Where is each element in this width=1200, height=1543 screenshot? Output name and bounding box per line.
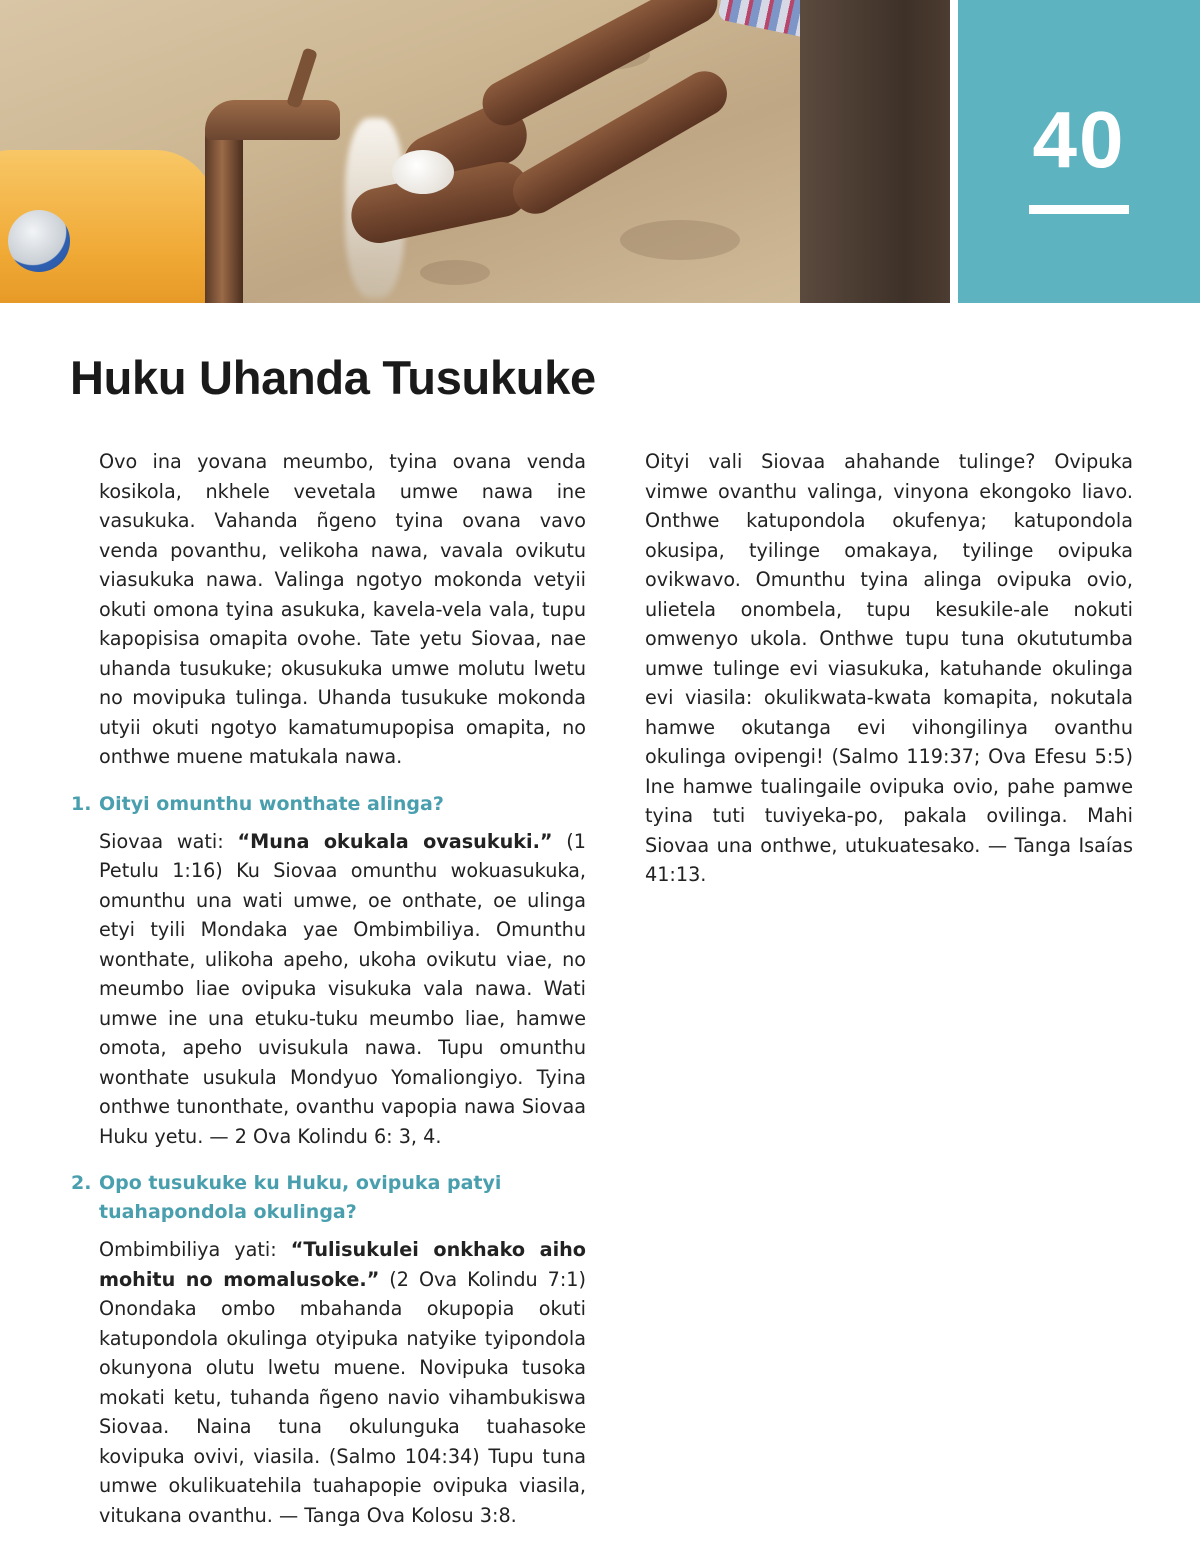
tap-spout [205, 100, 340, 140]
answer-body: (1 Petulu 1:16) Ku Siovaa omunthu wokuasukuka, omunthu una wati umwe, oe onthate, oe ulinga etyi tyili Mondaka yae Ombimbiliya. Omunthu wonthate, ulikoha apeho, ukoha ovikutu viae, no meumbo liae ovipuka visukuka vala nawa. Wati umwe ine una etuku-tuku meumbo liae, hamwe omota, apeho uvisukula nawa. Tupu omunthu wonthate usukula Mondyuo Yomaliongiyo. Tyina onthwe tunonthate, ovanthu vapopia nawa Siovaa Huku yetu. — 2 Ova Kolindu 6: 3, 4. [99, 829, 586, 1148]
soap-bar [392, 150, 454, 194]
question-number: 1. [71, 792, 92, 815]
page-title: Huku Uhanda Tusukuke [70, 351, 596, 404]
question-text: Oityi omunthu wonthate alinga? [99, 792, 444, 815]
badge-underline [1029, 205, 1129, 214]
ground-stone [620, 220, 740, 260]
answer-2-continued: Oityi vali Siovaa ahahande tulinge? Ovipuka vimwe ovanthu valinga, vinyona ekongoko liavo. Onthwe katupondola okufenya; katupondola okusipa, tyilinge omakaya, tyilinge ovipuka ovikwavo. Omunthu tyina alinga ovipuka ovio, ulietela onombela, tupu kesukile-ale nokuti omwenyo ukola. Onthwe tupu tuna okututumba umwe tulinge evi viasukuka, katuhande okulinga evi viasila: okulikwata-kwata komapita, nokutala hamwe okutanga evi vihongilinya ovanthu okulinga ovipengi! (Salmo 119:37; Ova Efesu 5:5) Ine hamwe tualingaile ovipuka ovio, pahe pamwe tyina tuti tuviyeka-po, pakala ovilinga. Mahi Siovaa una onthwe, utukuatesako. — Tanga Isaías 41:13. [645, 450, 1133, 886]
answer-body: (2 Ova Kolindu 7:1) Onondaka ombo mbahanda okupopia okuti katupondola okulinga otyipuka natyike tyipondola okunyona olutu lwetu muene. Novipuka tusoka mokati ketu, tuhanda ñgeno navio vihambukiswa Siovaa. Naina tuna okulunguka tuahasoke kovipuka ovivi, viasila. (Salmo 104:34) Tupu tuna umwe okulikuatehila tuahapopie ovipuka viasila, vitukana ovanthu. — Tanga Ova Kolosu 3:8. [99, 1267, 587, 1527]
jerrycan-cap [8, 210, 70, 272]
water-pipe [205, 130, 243, 303]
scripture-quote: “Muna okukala ovasukuki.” [237, 829, 553, 853]
question-2 [71, 1169, 586, 1227]
trousers [800, 0, 950, 303]
answer-lead: Siovaa wati: [99, 829, 238, 853]
intro-paragraph: Ovo ina yovana meumbo, tyina ovana venda kosikola, nkhele vevetala umwe nawa ine vasukuka. Vahanda ñgeno tyina ovana vavo venda povanthu, velikoha nawa, vavala ovikutu viasukuka nawa. Valinga ngotyo mokonda vetyii okuti omona tyina asukuka, kavela-vela vala, tupu kapopisisa omapita ovohe. Tate yetu Siovaa, nae uhanda tusukuke; okusukuka umwe molutu lwetu no movipuka tulinga. Uhanda tusukuke mokonda utyii okuti ngotyo kamatumupopisa omapita, no onthwe muene matukala nawa. [99, 450, 586, 768]
left-column [71, 447, 587, 1542]
scripture-quote: “Tulisukulei onkhako aiho mohitu no momalusoke.” [99, 1238, 586, 1291]
question-number: 2. [71, 1172, 92, 1194]
hero-image [0, 0, 950, 303]
question-1 [71, 790, 586, 819]
answer-2-paragraph [99, 1235, 586, 1530]
right-column [645, 447, 1133, 902]
answer-1-paragraph [99, 827, 586, 1152]
lesson-badge [958, 0, 1200, 303]
question-text: Opo tusukuke ku Huku, ovipuka patyi tuahapondola okulinga? [99, 1172, 502, 1223]
lesson-number: 40 [1032, 95, 1126, 184]
ground-stone [420, 260, 490, 285]
answer-lead: Ombimbiliya yati: [99, 1238, 291, 1261]
